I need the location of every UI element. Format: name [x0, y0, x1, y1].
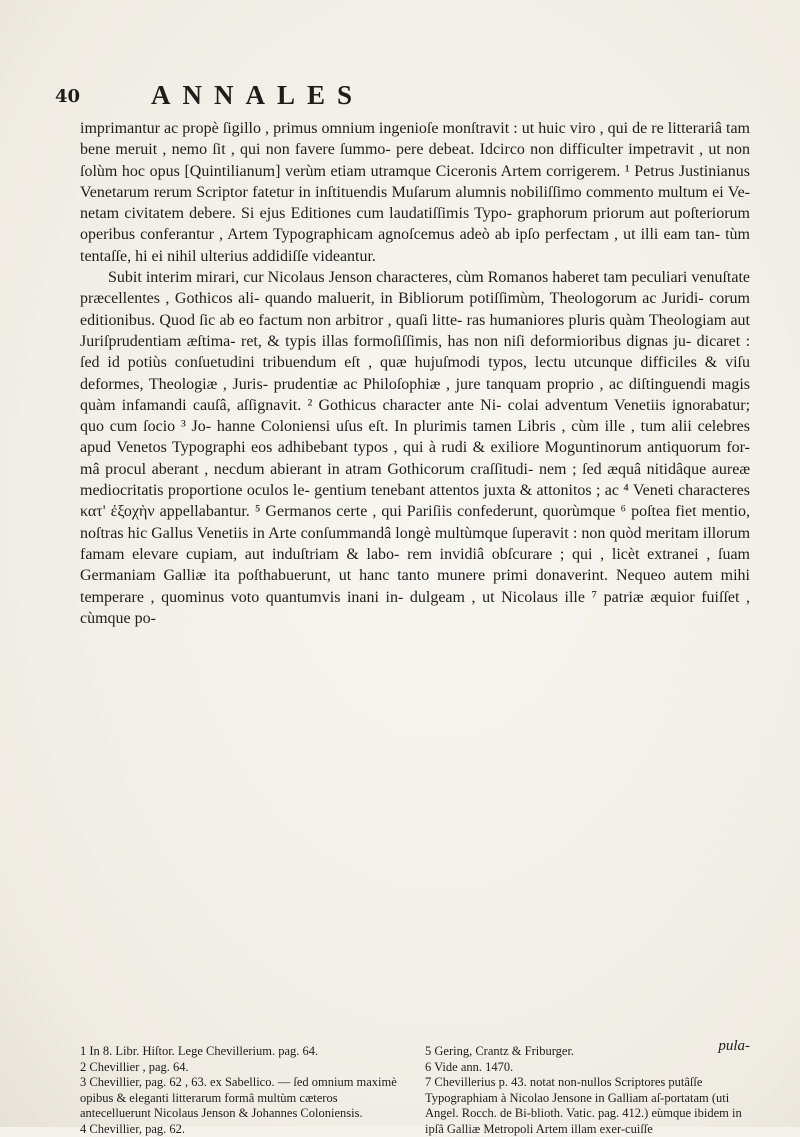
text-line: graphorum priorum aut poſteriorum operibus conferantur , Artem: [80, 205, 750, 243]
text-line: Galliæ ita poſthabuerunt, ut hanc tanto munere primi donaverint.: [163, 567, 616, 584]
text-line: gentium tenebant attentos juxta & attonitos ; ac ⁴ Veneti characteres: [314, 482, 750, 499]
text-line: mâ procul aberant , necdum abierant in atram Gothicorum craſſitudi-: [80, 461, 539, 478]
text-line: nem ; ſed æquâ nitidâque aureæ mediocritatis proportione oculos le-: [80, 461, 750, 499]
text-line: corum editionibus. Quod ſic ab eo factum non arbitror , quaſi litte-: [80, 290, 750, 328]
paragraph-1: [80, 118, 750, 267]
text-line: confederunt, quorùmque ⁶ poſtea fiet mentio, noſtras hic Gallus: [80, 503, 750, 541]
footnotes-right-column: [425, 1044, 750, 1137]
text-line: typos , qui à rudi & exiliore Moguntinorum antiquorum for-: [353, 439, 750, 456]
footnote: 1 In 8. Libr. Hiſtor. Lege Chevillerium. pag. 64.: [80, 1044, 405, 1060]
footnote: 4 Chevillier, pag. 62.: [80, 1122, 405, 1137]
text-line: Romanos haberet tam peculiari venuſtate præcellentes , Gothicos ali-: [80, 269, 750, 307]
text-line: prudentiæ ac Philoſophiæ , jure tanquam proprio , ac diſtinguendi: [274, 376, 712, 393]
text-line: Subit interim mirari, cur Nicolaus Jenson characteres, cùm: [108, 269, 488, 286]
text-line: rem invidiâ obſcurare ; qui , licèt extranei , ſuam Germaniam: [80, 546, 750, 584]
text-line: corrigerem. ¹ Petrus Justinianus Venetarum rerum Scriptor: [80, 163, 750, 201]
text-line: [Quintilianum] verùm etiam utramque Ciceronis Artem: [184, 163, 546, 180]
text-line: Typographicam agnoſcemus adeò ab ipſo perfectam , ut illi eam tan-: [273, 226, 725, 243]
footnote: 5 Gering, Crantz & Friburger.: [425, 1044, 750, 1060]
text-line: ras humaniores pluris quàm Theologiam aut Juriſprudentiam æſtima-: [80, 312, 750, 350]
paragraph-2: [80, 267, 750, 629]
footnote: 2 Chevillier , pag. 64.: [80, 1060, 405, 1076]
running-title: ANNALES: [151, 80, 364, 111]
text-line: pere debeat. Idcirco non difficulter impetravit , ut non ſolùm hoc opus: [80, 141, 750, 179]
text-line: Venetiis in Arte conſummandâ longè multùmque ſuperavit : non: [197, 525, 610, 542]
text-line: viro , qui de re litterariâ tam bene meruit , nemo ſit , qui non favere ſummo-: [80, 120, 750, 158]
text-line: hanne Coloniensi uſus eſt. In plurimis tamen Libris , cùm: [217, 418, 605, 435]
text-line: quando maluerit, in Bibliorum potiſſimùm, Theologorum ac Juridi-: [265, 290, 709, 307]
text-line: typos, lectu utcunque difficiles & viſu deformes, Theologiæ , Juris-: [80, 354, 750, 392]
footnotes-left-column: [80, 1044, 405, 1137]
footnote: 3 Chevillier, pag. 62 , 63. ex Sabellico. — ſed omnium maximè opibus & eleganti litterarum formâ multùm cæteros antecelluerunt Nicolaus Jenson & Johannes Coloniensis.: [80, 1075, 405, 1122]
text-line: dulgeam , ut Nicolaus ille ⁷ patriæ æquior fuiſſet , cùmque po-: [80, 589, 750, 627]
text-line: ret, & typis illas formoſiſſimis, has non niſi deformioribus dignas ju-: [241, 333, 697, 350]
text-line: fatetur in inſtituendis Muſarum alumnis nobiliſſimo commento multum ei Ve-: [252, 184, 750, 201]
text-line: colai adventum Venetiis ignorabatur; quo cum ſocio ³ Jo-: [80, 397, 750, 435]
catchword: pula-: [718, 1038, 750, 1055]
text-line: tùm tentaſſe, hi ei nihil ulterius addidiſſe videantur.: [80, 226, 750, 264]
footnotes: [80, 1044, 750, 1137]
text-line: imprimantur ac propè ſigillo , primus omnium ingenioſe monſtravit : ut huic: [80, 120, 570, 137]
footnote: 6 Vide ann. 1470.: [425, 1060, 750, 1076]
footnote: 7 Chevillerius p. 43. notat non-nullos Scriptores putâſſe Typographiam à Nicolao Jensone in Galliam aſ-portatam (uti Angel. Rocch. de Bi-blioth. Vatic. pag. 412.) eùmque ibidem in ipſâ Galliæ Metropoli Artem illam exer-cuiſſe: [425, 1075, 750, 1137]
text-line: dicaret : ſed id potiùs conſuetudini tribuendum eſt , quæ hujuſmodi: [80, 333, 750, 371]
text-line: κατ' ἐξοχὴν appellabantur. ⁵ Germanos certe , qui Pariſiis: [80, 503, 457, 520]
page-header: [55, 80, 745, 120]
text-line: quòd meritam illorum famam elevare cupiam, aut induſtriam & labo-: [80, 525, 750, 563]
text-line: magis quàm infamandi cauſâ, aſſignavit. ² Gothicus character ante Ni-: [80, 376, 750, 414]
text-line: netam civitatem debere. Si ejus Editiones cum laudatiſſimis Typo-: [80, 205, 517, 222]
text-line: ille , tum alii celebres apud Venetos Typographi eos adhibebant: [80, 418, 750, 456]
main-text: [80, 118, 750, 629]
page-number: 40: [55, 86, 80, 107]
text-line: Nequeo autem mihi temperare , quominus voto quantumvis inani in-: [80, 567, 750, 605]
